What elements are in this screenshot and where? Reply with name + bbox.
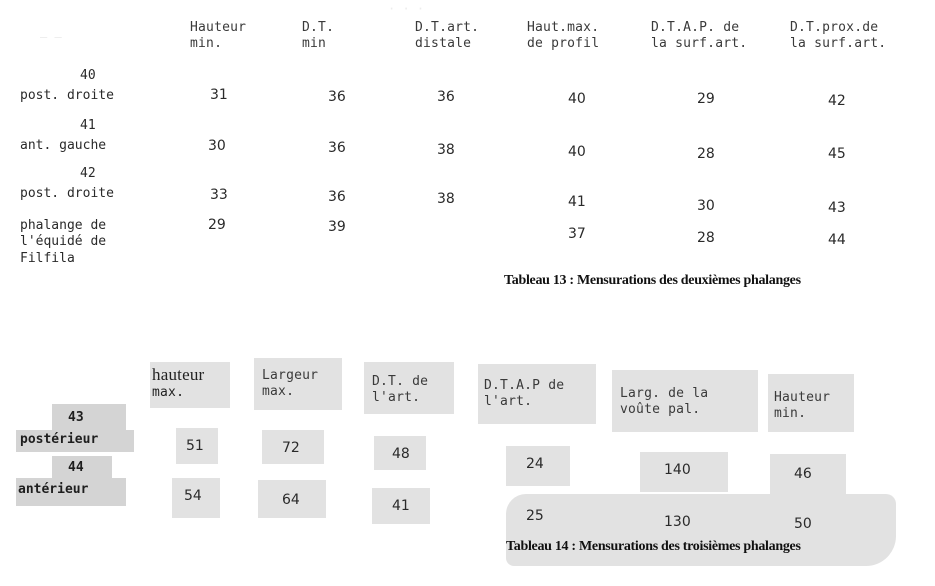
- table13-cell: 36: [328, 189, 346, 205]
- table13-row-number: 41: [80, 118, 96, 133]
- table13-cell: 31: [210, 87, 228, 103]
- table14-cell: 130: [664, 514, 691, 530]
- table14-row-label: postérieur: [20, 432, 99, 447]
- table13-cell: 36: [328, 140, 346, 156]
- table14-row-number: 44: [68, 460, 84, 475]
- table14-cell: 48: [392, 446, 410, 462]
- table13-row-number: 40: [80, 68, 96, 83]
- table13-header-dtap-surf-art: D.T.A.P. de la surf.art.: [651, 20, 748, 52]
- table13-cell: 40: [568, 144, 586, 160]
- table14-cell: 41: [392, 498, 410, 514]
- table14-header-largeur-max: Largeur max.: [262, 368, 319, 400]
- table13-header-haut-max-profil: Haut.max. de profil: [527, 20, 600, 52]
- table13-row-number: 42: [80, 166, 96, 181]
- table13-row-label: post. droite: [20, 186, 114, 201]
- table14-header-hauteur-min: Hauteur min.: [774, 390, 831, 422]
- table13-cell: 28: [697, 230, 715, 246]
- table13-header-dt-min: D.T. min: [302, 20, 335, 52]
- table14-cell: 24: [526, 456, 544, 472]
- table13-cell: 29: [697, 91, 715, 107]
- table14-cell: 25: [526, 508, 544, 524]
- scan-patch: [52, 404, 126, 430]
- table13-cell: 40: [568, 91, 586, 107]
- table13-caption: Tableau 13 : Mensurations des deuxièmes phalanges: [504, 273, 801, 288]
- table13-row-label-multiline: phalange de l'équidé de Filfila: [20, 218, 107, 266]
- table14-header-dt-art: D.T. de l'art.: [372, 374, 429, 406]
- table13-row-label: post. droite: [20, 88, 114, 103]
- table13-header-dt-art-distale: D.T.art. distale: [415, 20, 480, 52]
- table13-cell: 41: [568, 194, 586, 210]
- table13-cell: 38: [437, 142, 455, 158]
- table13-row-label: ant. gauche: [20, 138, 107, 153]
- table14-cell: 72: [282, 440, 300, 456]
- table13-cell: 30: [697, 198, 715, 214]
- table14-row-number: 43: [68, 410, 84, 425]
- table13-cell: 44: [828, 232, 846, 248]
- table13-cell: 28: [697, 146, 715, 162]
- table13-cell: 45: [828, 146, 846, 162]
- table13-header-hauteur-min: Hauteur min.: [190, 20, 247, 52]
- table13-cell: 29: [208, 217, 226, 233]
- table14-cell: 46: [794, 466, 812, 482]
- table13-cell: 36: [328, 89, 346, 105]
- table13-cell: 33: [210, 187, 228, 203]
- table13-header-dt-prox-surf-art: D.T.prox.de la surf.art.: [790, 20, 887, 52]
- table13-cell: 37: [568, 226, 586, 242]
- table14-cell: 54: [184, 488, 202, 504]
- table14-header-dtap-art: D.T.A.P de l'art.: [484, 378, 565, 410]
- bleed-through-text: — —: [40, 30, 62, 44]
- table14-cell: 140: [664, 462, 691, 478]
- table14-cell: 64: [282, 492, 300, 508]
- table14-header-hauteur-max: hauteur max.: [152, 365, 205, 401]
- table14-cell: 51: [186, 438, 204, 454]
- table14-header-larg-voute-pal: Larg. de la voûte pal.: [620, 386, 709, 418]
- table13-cell: 36: [437, 89, 455, 105]
- table13-cell: 39: [328, 219, 346, 235]
- table13-cell: 38: [437, 191, 455, 207]
- table14-row-label: antérieur: [18, 482, 89, 497]
- table13-cell: 30: [208, 138, 226, 154]
- table13-cell: 43: [828, 200, 846, 216]
- table14-caption: Tableau 14 : Mensurations des troisièmes phalanges: [506, 539, 801, 554]
- table13-cell: 42: [828, 93, 846, 109]
- bleed-through-text: · · ·: [388, 2, 425, 16]
- table14-cell: 50: [794, 516, 812, 532]
